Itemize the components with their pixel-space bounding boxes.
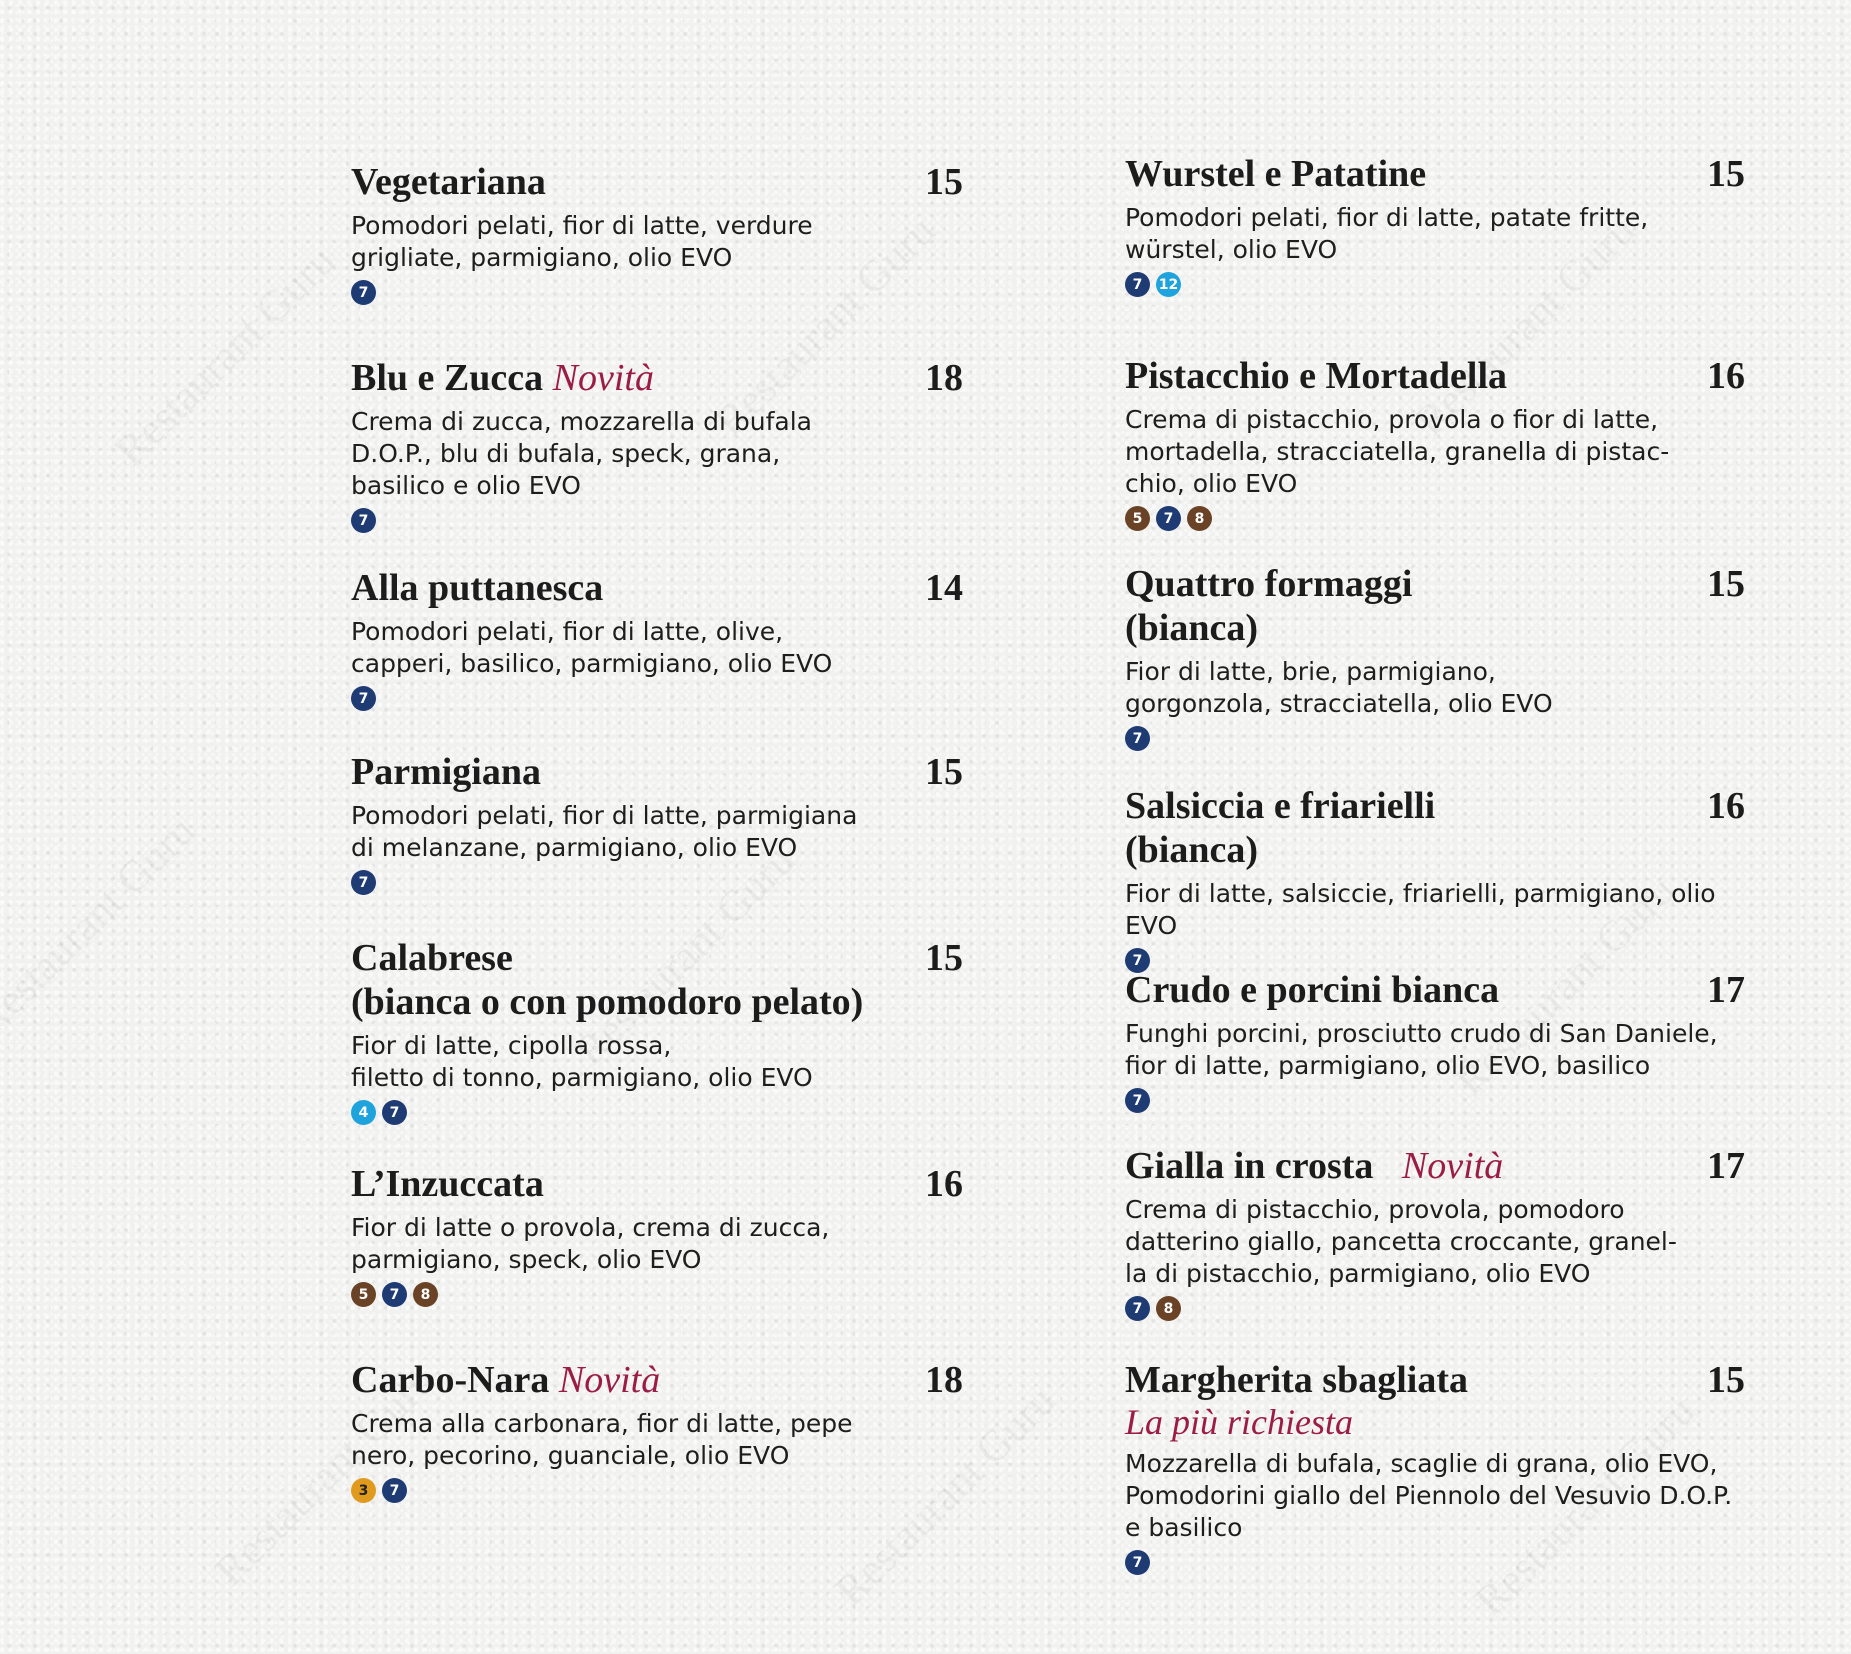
menu-item: [351, 1358, 963, 1506]
allergen-badge: 7: [382, 1100, 407, 1125]
dish-description: Crema di pistacchio, provola o fior di latte, mortadella, stracciatella, granella di pistac- chio, olio EVO: [1125, 405, 1670, 498]
novita-label: Novità: [1401, 1145, 1504, 1187]
dish-name-text: Salsiccia e friarielli (bianca): [1125, 785, 1436, 871]
dish-title-row: [1125, 152, 1745, 196]
dish-name-text: Crudo e porcini bianca: [1125, 969, 1500, 1011]
dish-description: Pomodori pelati, fior di latte, olive, capperi, basilico, parmigiano, olio EVO: [351, 617, 833, 678]
menu-item: [1125, 1144, 1745, 1324]
menu-item: [1125, 562, 1745, 754]
dish-name-text: Pistacchio e Mortadella: [1125, 355, 1508, 397]
dish-price: 14: [925, 567, 963, 609]
dish-description: Mozzarella di bufala, scaglie di grana, olio EVO, Pomodorini giallo del Piennolo del Vesuvio D.O.P. e basilico: [1125, 1449, 1733, 1542]
dish-title-row: [351, 566, 963, 610]
dish-description: Fior di latte, cipolla rossa, filetto di tonno, parmigiano, olio EVO: [351, 1031, 813, 1092]
allergen-badge: 8: [413, 1282, 438, 1307]
menu-item: [351, 566, 963, 714]
allergen-list: [351, 280, 963, 308]
allergen-badge: 7: [1125, 1550, 1150, 1575]
allergen-badge: 8: [1187, 506, 1212, 531]
dish-name-text: Parmigiana: [351, 751, 541, 793]
menu-item: [1125, 354, 1745, 534]
allergen-list: [1125, 1550, 1745, 1578]
dish-name-text: Carbo-Nara: [351, 1359, 550, 1401]
novita-label: Novità: [558, 1359, 661, 1401]
dish-description: Fior di latte o provola, crema di zucca, parmigiano, speck, olio EVO: [351, 1213, 830, 1274]
dish-name: [1125, 1358, 1745, 1402]
dish-description: Crema di pistacchio, provola, pomodoro datterino giallo, pancetta croccante, granel- la di pistacchio, parmigiano, olio EVO: [1125, 1195, 1677, 1288]
allergen-badge: 7: [351, 508, 376, 533]
allergen-list: [1125, 726, 1745, 754]
dish-description: Crema di zucca, mozzarella di bufala D.O.P., blu di bufala, speck, grana, basilico e olio EVO: [351, 407, 812, 500]
dish-name: [351, 750, 963, 794]
dish-name: [351, 160, 963, 204]
allergen-badge: 12: [1156, 272, 1181, 297]
dish-description: Fior di latte, brie, parmigiano, gorgonzola, stracciatella, olio EVO: [1125, 657, 1553, 718]
allergen-list: [351, 870, 963, 898]
allergen-list: [1125, 1296, 1745, 1324]
menu-item: [351, 356, 963, 536]
allergen-badge: 7: [1125, 272, 1150, 297]
dish-name-text: Quattro formaggi (bianca): [1125, 563, 1413, 649]
dish-title-row: [1125, 1144, 1745, 1188]
dish-price: 17: [1707, 969, 1745, 1011]
dish-name: [1125, 968, 1745, 1012]
dish-price: 15: [925, 937, 963, 979]
dish-name-text: Gialla in crosta: [1125, 1145, 1374, 1187]
dish-description: Fior di latte, salsiccie, friarielli, parmigiano, olio EVO: [1125, 879, 1716, 940]
allergen-badge: 7: [351, 870, 376, 895]
allergen-list: [351, 686, 963, 714]
dish-price: 15: [925, 161, 963, 203]
dish-name-text: Margherita sbagliata: [1125, 1359, 1469, 1401]
dish-price: 15: [1707, 153, 1745, 195]
dish-title-row: [351, 1162, 963, 1206]
allergen-badge: 7: [382, 1282, 407, 1307]
dish-description: Pomodori pelati, fior di latte, verdure grigliate, parmigiano, olio EVO: [351, 211, 813, 272]
allergen-badge: 7: [351, 686, 376, 711]
allergen-badge: 8: [1156, 1296, 1181, 1321]
allergen-badge: 7: [351, 280, 376, 305]
dish-description: Pomodori pelati, fior di latte, patate fritte, würstel, olio EVO: [1125, 203, 1649, 264]
dish-price: 18: [925, 1359, 963, 1401]
dish-title-row: [351, 160, 963, 204]
dish-name-text: L’Inzuccata: [351, 1163, 544, 1205]
dish-name: [1125, 1144, 1745, 1188]
dish-name: [351, 566, 963, 610]
dish-description: Pomodori pelati, fior di latte, parmigiana di melanzane, parmigiano, olio EVO: [351, 801, 858, 862]
dish-title-row: [1125, 784, 1745, 872]
dish-name: [351, 1162, 963, 1206]
dish-name: [1125, 152, 1745, 196]
dish-description: Crema alla carbonara, fior di latte, pepe nero, pecorino, guanciale, olio EVO: [351, 1409, 853, 1470]
dish-price: 16: [925, 1163, 963, 1205]
dish-name-text: Alla puttanesca: [351, 567, 604, 609]
dish-name: [1125, 784, 1745, 872]
dish-price: 15: [1707, 1359, 1745, 1401]
dish-name-text: Blu e Zucca: [351, 357, 544, 399]
allergen-badge: 7: [1125, 1296, 1150, 1321]
dish-price: 18: [925, 357, 963, 399]
dish-price: 16: [1707, 785, 1745, 827]
dish-price: 15: [925, 751, 963, 793]
dish-title-row: [1125, 562, 1745, 650]
dish-title-row: [1125, 1358, 1745, 1402]
allergen-badge: 5: [351, 1282, 376, 1307]
dish-name: [1125, 354, 1745, 398]
allergen-badge: 3: [351, 1478, 376, 1503]
dish-title-row: [351, 356, 963, 400]
allergen-list: [351, 1282, 963, 1310]
dish-description: Funghi porcini, prosciutto crudo di San Daniele, fior di latte, parmigiano, olio EVO, basilico: [1125, 1019, 1718, 1080]
menu-item: [1125, 968, 1745, 1116]
dish-title-row: [1125, 968, 1745, 1012]
allergen-list: [351, 508, 963, 536]
dish-price: 16: [1707, 355, 1745, 397]
dish-name-text: Calabrese (bianca o con pomodoro pelato): [351, 937, 864, 1023]
dish-tagline: La più richiesta: [1125, 1402, 1354, 1442]
dish-name: [351, 356, 963, 400]
dish-name: [351, 1358, 963, 1402]
dish-title-row: [1125, 354, 1745, 398]
dish-title-row: [351, 1358, 963, 1402]
dish-price: 15: [1707, 563, 1745, 605]
menu-item: [1125, 784, 1745, 976]
allergen-list: [351, 1478, 963, 1506]
menu-item: [1125, 152, 1745, 300]
menu-item: [351, 936, 963, 1128]
menu-item: [351, 160, 963, 308]
menu-item: [351, 750, 963, 898]
dish-name: [351, 936, 963, 1024]
allergen-badge: 4: [351, 1100, 376, 1125]
dish-title-row: [351, 936, 963, 1024]
allergen-list: [1125, 1088, 1745, 1116]
menu-item: [351, 1162, 963, 1310]
allergen-list: [1125, 272, 1745, 300]
allergen-badge: 7: [1125, 726, 1150, 751]
allergen-badge: 7: [1125, 1088, 1150, 1113]
watermark: [0, 805, 205, 1046]
novita-label: Novità: [552, 357, 654, 399]
dish-title-row: [351, 750, 963, 794]
allergen-badge: 7: [1156, 506, 1181, 531]
dish-price: 17: [1707, 1145, 1745, 1187]
dish-name-text: Vegetariana: [351, 161, 546, 203]
allergen-list: [351, 1100, 963, 1128]
allergen-badge: 7: [1125, 948, 1150, 973]
allergen-badge: 5: [1125, 506, 1150, 531]
dish-name-text: Wurstel e Patatine: [1125, 153, 1427, 195]
watermark: [104, 235, 345, 476]
allergen-badge: 7: [382, 1478, 407, 1503]
menu-item: [1125, 1358, 1745, 1578]
dish-name: [1125, 562, 1745, 650]
allergen-list: [1125, 506, 1745, 534]
